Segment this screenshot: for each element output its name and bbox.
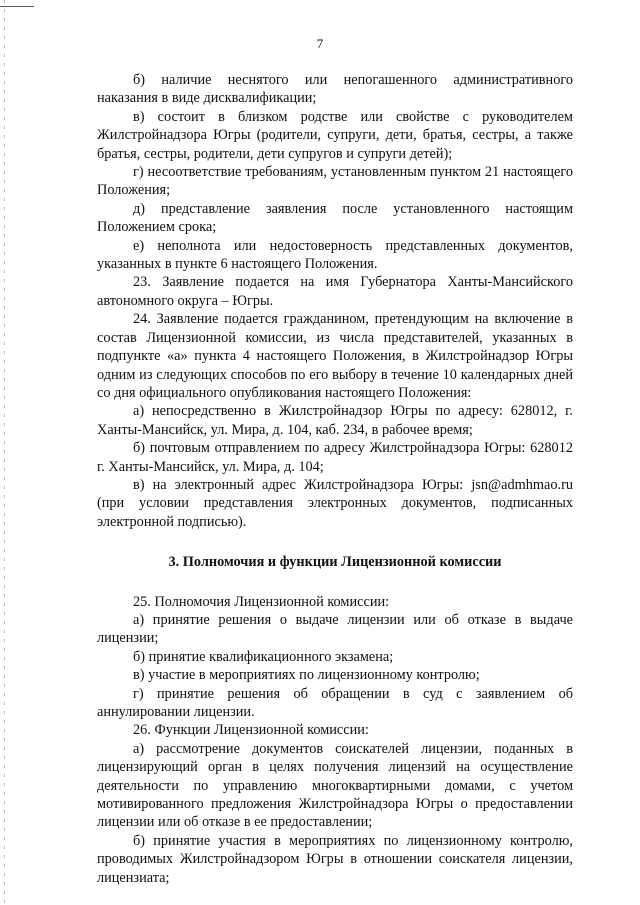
paragraph: в) на электронный адрес Жилстройнадзора Югры: jsn@admhmao.ru (при условии представления электронных документов, подписанных электронной подписью). (97, 476, 573, 530)
paragraph: б) принятие участия в мероприятиях по лицензионному контролю, проводимых Жилстройнадзором Югры в отношении соискателя лицензии, лицензиата; (97, 832, 573, 886)
paragraph: в) участие в мероприятиях по лицензионному контролю; (133, 667, 480, 684)
paragraph: 26. Функции Лицензионной комиссии: (133, 722, 369, 739)
paragraph: 24. Заявление подается гражданином, претендующим на включение в состав Лицензионной комиссии, из числа представителей, указанных в подпункте «а» пункта 4 настоящего Положения, в Жилстройнадзор Югры одним из следующих способов по его выбору в течение 10 календарных дней со дня официального опубликования настоящего Положения: (97, 311, 573, 401)
section-heading: 3. Полномочия и функции Лицензионной комиссии (168, 554, 502, 571)
paragraph: а) рассмотрение документов соискателей лицензии, поданных в лицензирующий орган в целях получения лицензий на осуществление деятельности по управлению многоквартирными домами, с учетом мотивированного предложения Жилстройнадзора Югры о предоставлении лицензии или об отказе в ее предоставлении; (97, 740, 573, 831)
paragraph: е) неполнота или недостоверность представленных документов, указанных в пункте 6 настоящего Положения. (97, 237, 573, 273)
document-body (97, 71, 573, 887)
paragraph: г) несоответствие требованиям, установленным пунктом 21 настоящего Положения; (97, 164, 573, 199)
paragraph: г) принятие решения об обращении в суд с заявлением об аннулировании лицензии. (97, 685, 573, 720)
page-number: 7 (316, 36, 324, 51)
paragraph: б) почтовым отправлением по адресу Жилстройнадзора Югры: 628012 г. Ханты-Мансийск, ул. Мира, д. 104; (97, 440, 573, 475)
paragraph: а) принятие решения о выдаче лицензии или об отказе в выдаче лицензии; (97, 611, 573, 647)
paragraph: а) непосредственно в Жилстройнадзор Югры по адресу: 628012, г. Ханты-Мансийск, ул. Мира, д. 104, каб. 234, в рабочее время; (97, 403, 573, 438)
scan-page-edge (4, 0, 5, 905)
paragraph: б) наличие неснятого или непогашенного административного наказания в виде дисквалификации; (97, 72, 573, 107)
paragraph: б) принятие квалификационного экзамена; (133, 648, 394, 665)
paragraph: в) состоит в близком родстве или свойстве с руководителем Жилстройнадзора Югры (родители, супруги, дети, братья, сестры, а также братья, сестры, родители, дети супругов и супруги детей); (97, 108, 573, 162)
paragraph: д) представление заявления после установленного настоящим Положением срока; (97, 200, 573, 236)
paragraph: 23. Заявление подается на имя Губернатора Ханты-Мансийского автономного округа – Югры. (97, 274, 573, 309)
scan-corner-mark (0, 6, 34, 7)
paragraph: 25. Полномочия Лицензионной комиссии: (133, 593, 390, 610)
